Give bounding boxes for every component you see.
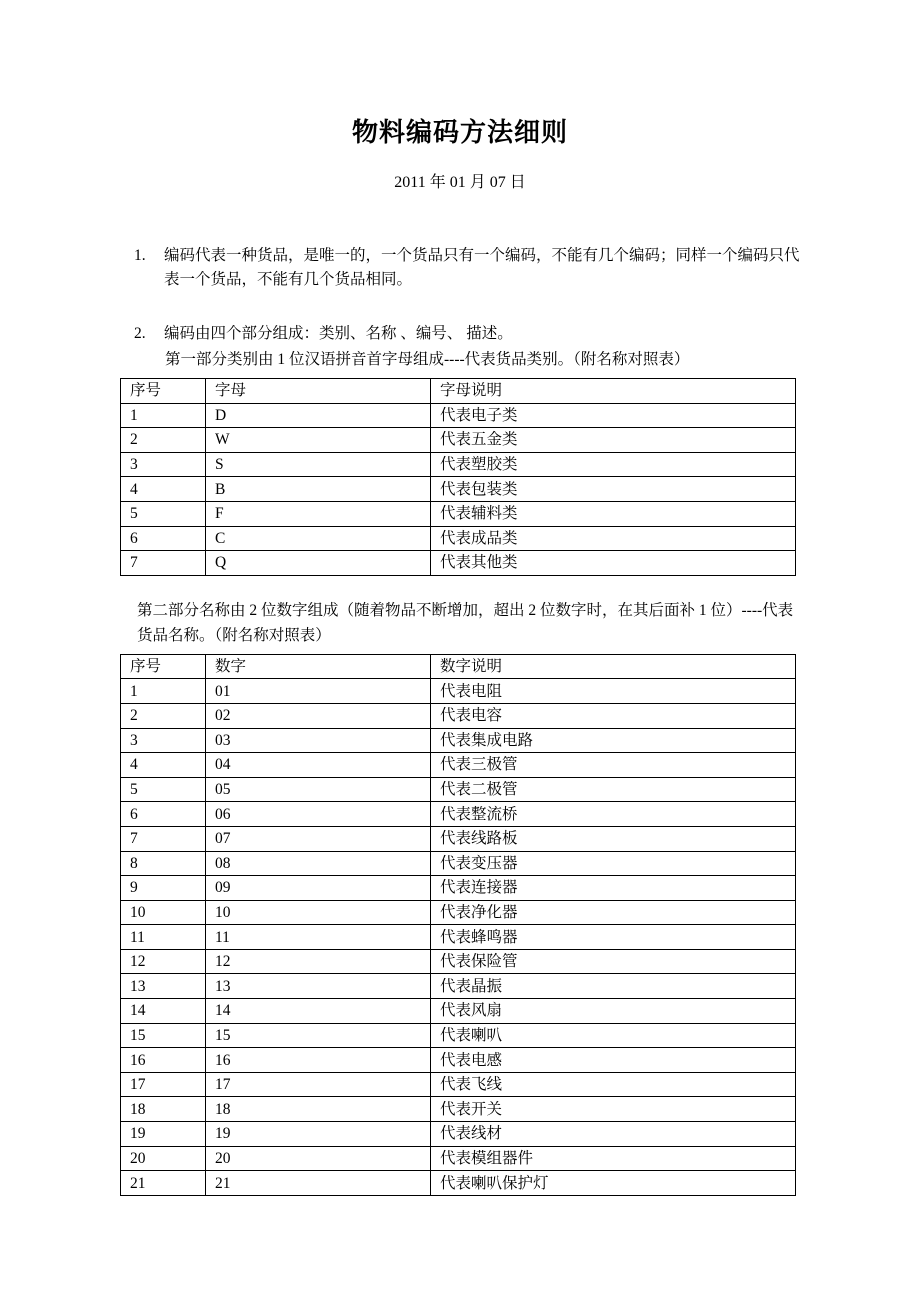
table-row bbox=[121, 999, 796, 1024]
table-cell: 代表喇叭保护灯 bbox=[431, 1171, 796, 1196]
table-cell: 19 bbox=[206, 1122, 431, 1147]
table-cell: 代表净化器 bbox=[431, 900, 796, 925]
table-cell: 代表电感 bbox=[431, 1048, 796, 1073]
table-cell: B bbox=[206, 477, 431, 502]
table-cell: 代表变压器 bbox=[431, 851, 796, 876]
table-cell: 6 bbox=[121, 802, 206, 827]
category-table-header bbox=[121, 379, 796, 404]
table-cell: 7 bbox=[121, 551, 206, 576]
table-row bbox=[121, 501, 796, 526]
header-cell-number-description: 数字说明 bbox=[431, 654, 796, 679]
table-cell: 02 bbox=[206, 703, 431, 728]
table-cell: 代表晶振 bbox=[431, 974, 796, 999]
header-cell-index: 序号 bbox=[121, 379, 206, 404]
table-cell: 14 bbox=[206, 999, 431, 1024]
table-cell: 代表线路板 bbox=[431, 826, 796, 851]
table-cell: 代表保险管 bbox=[431, 949, 796, 974]
table-cell: 2 bbox=[121, 703, 206, 728]
list-item-1 bbox=[134, 244, 800, 292]
table-cell: 21 bbox=[121, 1171, 206, 1196]
table-cell: 18 bbox=[121, 1097, 206, 1122]
table-cell: 15 bbox=[206, 1023, 431, 1048]
table-row bbox=[121, 753, 796, 778]
category-table-body bbox=[121, 403, 796, 575]
table-cell: 3 bbox=[121, 452, 206, 477]
table-cell: 代表线材 bbox=[431, 1122, 796, 1147]
table-cell: 8 bbox=[121, 851, 206, 876]
table-cell: 07 bbox=[206, 826, 431, 851]
table-row bbox=[121, 1097, 796, 1122]
table-row bbox=[121, 876, 796, 901]
table-cell: 1 bbox=[121, 679, 206, 704]
table-header-row bbox=[121, 654, 796, 679]
table-cell: 代表开关 bbox=[431, 1097, 796, 1122]
header-cell-index: 序号 bbox=[121, 654, 206, 679]
table-cell: 1 bbox=[121, 403, 206, 428]
table-cell: 代表喇叭 bbox=[431, 1023, 796, 1048]
table-row bbox=[121, 900, 796, 925]
item-2-number: 2. bbox=[134, 325, 146, 342]
table-cell: 代表包装类 bbox=[431, 477, 796, 502]
table-cell: 代表电子类 bbox=[431, 403, 796, 428]
table-row bbox=[121, 679, 796, 704]
table-cell: C bbox=[206, 526, 431, 551]
table-cell: 代表连接器 bbox=[431, 876, 796, 901]
list-item-2 bbox=[134, 322, 800, 346]
table-cell: W bbox=[206, 428, 431, 453]
header-cell-letter-description: 字母说明 bbox=[431, 379, 796, 404]
table-cell: 13 bbox=[121, 974, 206, 999]
item-1-number: 1. bbox=[134, 247, 146, 264]
table-cell: 17 bbox=[121, 1072, 206, 1097]
table-row bbox=[121, 728, 796, 753]
table-cell: 14 bbox=[121, 999, 206, 1024]
table-cell: 代表成品类 bbox=[431, 526, 796, 551]
table-cell: 2 bbox=[121, 428, 206, 453]
table-cell: 代表模组器件 bbox=[431, 1146, 796, 1171]
name-code-table-body bbox=[121, 679, 796, 1195]
table-cell: 20 bbox=[121, 1146, 206, 1171]
table-cell: 16 bbox=[206, 1048, 431, 1073]
table-cell: 代表飞线 bbox=[431, 1072, 796, 1097]
table-cell: 01 bbox=[206, 679, 431, 704]
table-cell: 19 bbox=[121, 1122, 206, 1147]
table-cell: 7 bbox=[121, 826, 206, 851]
table-cell: 5 bbox=[121, 501, 206, 526]
table-row bbox=[121, 403, 796, 428]
table-cell: 12 bbox=[121, 949, 206, 974]
item-1-text: 编码代表一种货品，是唯一的，一个货品只有一个编码，不能有几个编码；同样一个编码只代表一个货品，不能有几个货品相同。 bbox=[164, 247, 800, 288]
table-row bbox=[121, 974, 796, 999]
table-cell: Q bbox=[206, 551, 431, 576]
table-row bbox=[121, 925, 796, 950]
table-cell: 03 bbox=[206, 728, 431, 753]
item-2-text: 编码由四个部分组成：类别、名称 、编号、 描述。 bbox=[164, 325, 513, 342]
table-cell: 代表电阻 bbox=[431, 679, 796, 704]
table-cell: 9 bbox=[121, 876, 206, 901]
table-cell: 10 bbox=[206, 900, 431, 925]
table-cell: 13 bbox=[206, 974, 431, 999]
table-cell: 21 bbox=[206, 1171, 431, 1196]
table-row bbox=[121, 526, 796, 551]
table-row bbox=[121, 949, 796, 974]
table-cell: 05 bbox=[206, 777, 431, 802]
table-cell: 15 bbox=[121, 1023, 206, 1048]
table-cell: 代表辅料类 bbox=[431, 501, 796, 526]
table-header-row bbox=[121, 379, 796, 404]
table-cell: 18 bbox=[206, 1097, 431, 1122]
table-row bbox=[121, 802, 796, 827]
table-cell: 代表蜂鸣器 bbox=[431, 925, 796, 950]
document-date: 2011 年 01 月 07 日 bbox=[394, 174, 526, 191]
table-row bbox=[121, 826, 796, 851]
table-cell: 16 bbox=[121, 1048, 206, 1073]
table-cell: 17 bbox=[206, 1072, 431, 1097]
table-row bbox=[121, 551, 796, 576]
table-row bbox=[121, 428, 796, 453]
table-row bbox=[121, 1023, 796, 1048]
table-row bbox=[121, 1072, 796, 1097]
table-cell: 代表三极管 bbox=[431, 753, 796, 778]
table-cell: 代表其他类 bbox=[431, 551, 796, 576]
table-cell: 10 bbox=[121, 900, 206, 925]
table-cell: 4 bbox=[121, 753, 206, 778]
table-row bbox=[121, 1048, 796, 1073]
table-cell: 代表五金类 bbox=[431, 428, 796, 453]
table-cell: F bbox=[206, 501, 431, 526]
table-row bbox=[121, 777, 796, 802]
table-cell: 09 bbox=[206, 876, 431, 901]
table-cell: 代表电容 bbox=[431, 703, 796, 728]
table-cell: 4 bbox=[121, 477, 206, 502]
table-cell: 代表整流桥 bbox=[431, 802, 796, 827]
table-cell: 11 bbox=[206, 925, 431, 950]
table-row bbox=[121, 1122, 796, 1147]
name-code-table-header bbox=[121, 654, 796, 679]
table-row bbox=[121, 452, 796, 477]
section-1-intro: 第一部分类别由 1 位汉语拼音首字母组成----代表货品类别。（附名称对照表） bbox=[165, 351, 690, 368]
table-cell: 3 bbox=[121, 728, 206, 753]
table-cell: 6 bbox=[121, 526, 206, 551]
table-cell: 11 bbox=[121, 925, 206, 950]
table-cell: 代表塑胶类 bbox=[431, 452, 796, 477]
table-cell: 06 bbox=[206, 802, 431, 827]
table-cell: 代表集成电路 bbox=[431, 728, 796, 753]
table-cell: 5 bbox=[121, 777, 206, 802]
table-cell: 08 bbox=[206, 851, 431, 876]
table-cell: 04 bbox=[206, 753, 431, 778]
table-cell: D bbox=[206, 403, 431, 428]
table-cell: 代表二极管 bbox=[431, 777, 796, 802]
category-table bbox=[120, 378, 796, 576]
table-row bbox=[121, 477, 796, 502]
section-2-intro: 第二部分名称由 2 位数字组成（随着物品不断增加，超出 2 位数字时，在其后面补 1 位）----代表货品名称。（附名称对照表） bbox=[137, 601, 794, 644]
table-cell: S bbox=[206, 452, 431, 477]
table-row bbox=[121, 1171, 796, 1196]
name-code-table bbox=[120, 654, 796, 1196]
table-cell: 20 bbox=[206, 1146, 431, 1171]
table-cell: 代表风扇 bbox=[431, 999, 796, 1024]
table-row bbox=[121, 1146, 796, 1171]
table-row bbox=[121, 851, 796, 876]
table-cell: 12 bbox=[206, 949, 431, 974]
header-cell-number: 数字 bbox=[206, 654, 431, 679]
document-title: 物料编码方法细则 bbox=[351, 118, 568, 147]
table-row bbox=[121, 703, 796, 728]
header-cell-letter: 字母 bbox=[206, 379, 431, 404]
